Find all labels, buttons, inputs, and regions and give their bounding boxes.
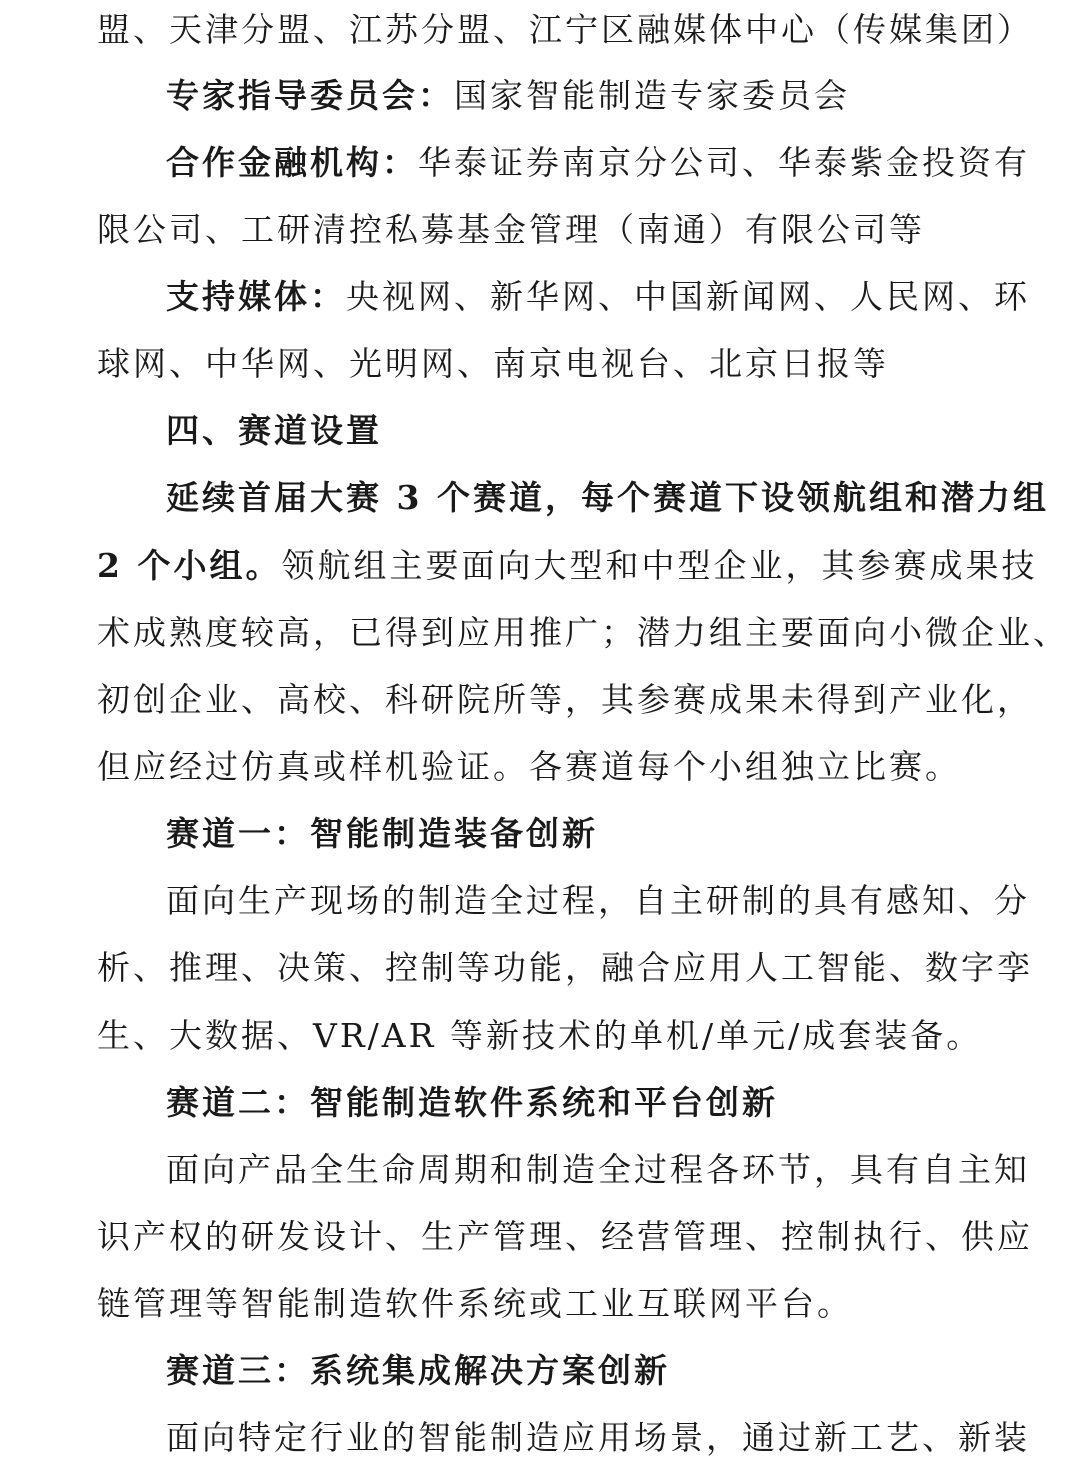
line-text: 限公司、工研清控私募基金管理（南通）有限公司等 [97,210,925,249]
heading-text: 赛道一：智能制造装备创新 [166,814,598,853]
bold-paragraph-line [166,476,1049,520]
text-line [97,208,987,252]
line-text: 央视网、新华网、中国新闻网、人民网、环 [346,277,1030,316]
organizer-line [166,74,987,118]
text-line [97,946,1033,990]
organizer-line [166,275,1030,319]
text-line [166,1416,1030,1460]
line-text: 延续首届大赛 3 个赛道，每个赛道下设领航组和潜力组 [166,478,1049,517]
line-text: 国家智能制造专家委员会 [454,76,850,115]
line-text: 生、大数据、VR/AR 等新技术的单机/单元/成套装备。 [97,1016,983,1055]
line-text: 盟、天津分盟、江苏分盟、江宁区融媒体中心（传媒集团） [97,10,1033,49]
line-text: 但应经过仿真或样机验证。各赛道每个小组独立比赛。 [97,747,961,786]
line-text: 面向生产现场的制造全过程，自主研制的具有感知、分 [166,881,1030,920]
text-line [97,678,1033,722]
heading-text: 赛道二：智能制造软件系统和平台创新 [166,1083,778,1122]
line-text: 术成熟度较高，已得到应用推广；潜力组主要面向小微企业、 [97,613,1069,652]
track-heading [166,1081,987,1125]
section-label: 支持媒体： [166,277,346,316]
line-text: 面向特定行业的智能制造应用场景，通过新工艺、新装 [166,1418,1030,1457]
organizer-line [166,141,1030,185]
text-line [97,1282,987,1326]
line-text: 链管理等智能制造软件系统或工业互联网平台。 [97,1284,853,1323]
line-text: 球网、中华网、光明网、南京电视台、北京日报等 [97,344,889,383]
line-text: 初创企业、高校、科研院所等，其参赛成果未得到产业化， [97,680,1033,719]
text-line [97,342,987,386]
text-line [97,544,1038,588]
line-text: 面向产品全生命周期和制造全过程各环节，具有自主知 [166,1150,1030,1189]
section-label: 合作金融机构： [166,143,418,182]
bold-lead: 2 个小组。 [97,546,282,585]
text-line [97,611,1069,655]
text-line [97,1014,987,1058]
section-label: 专家指导委员会： [166,76,454,115]
text-line [97,8,1033,52]
line-text: 析、推理、决策、控制等功能，融合应用人工智能、数字孪 [97,948,1033,987]
text-line [166,879,1030,923]
track-heading [166,812,987,856]
heading-text: 四、赛道设置 [166,411,382,450]
line-text: 华泰证券南京分公司、华泰紫金投资有 [418,143,1030,182]
section-heading [166,409,987,453]
text-line [97,1215,1033,1259]
line-text: 领航组主要面向大型和中型企业，其参赛成果技 [281,546,1038,585]
heading-text: 赛道三：系统集成解决方案创新 [166,1351,670,1390]
text-line [166,1148,1030,1192]
track-heading [166,1349,987,1393]
line-text: 识产权的研发设计、生产管理、经营管理、控制执行、供应 [97,1217,1033,1256]
text-line [97,745,987,789]
